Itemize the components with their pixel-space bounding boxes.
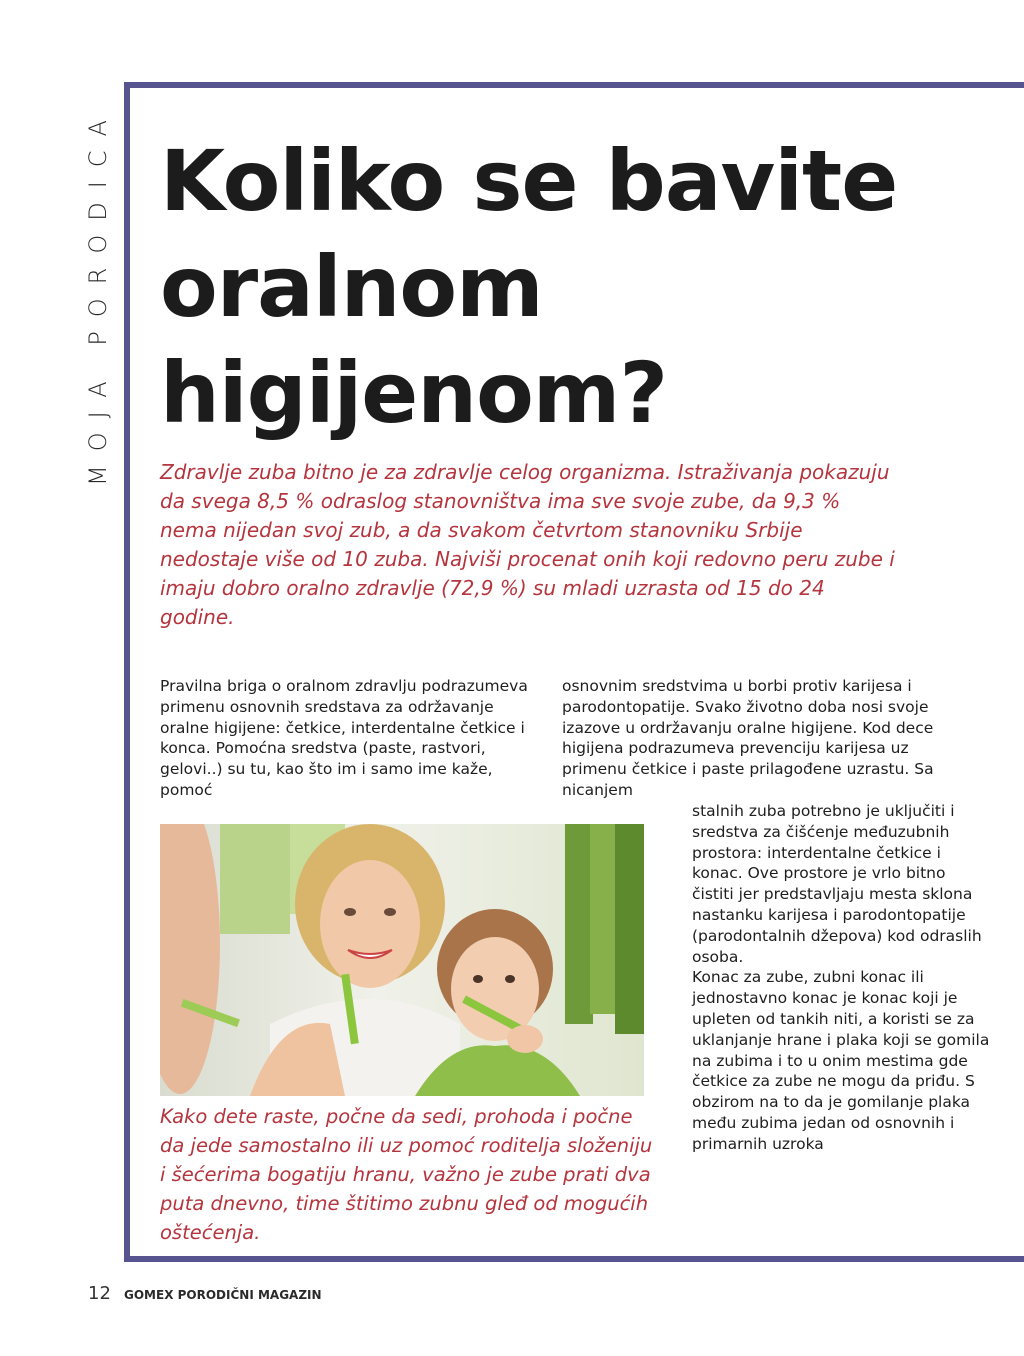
- body-column-1: Pravilna briga o oralnom zdravlju podrazumeva primenu osnovnih sredstava za održavanje oralne higijene: četkice, interdentalne četkice i konca. Pomoćna sredstva (paste, rastvori, gelovi..) su tu, kao što im i samo ime kaže, pomoć: [160, 677, 528, 799]
- mother-child-brushing-teeth-photo: [160, 824, 644, 1096]
- body-column-2: osnovnim sredstvima u borbi protiv karijesa i parodontopatije. Svako životno doba nosi svoje izazove u ordržavanju oralne higijene. Kod dece higijena podrazumeva prevenciju karijesa uz primenu četkice i paste prilagođene uzrastu. Sa nicanjem: [562, 677, 934, 799]
- body-column-3: stalnih zuba potrebno je uključiti i sredstva za čišćenje međuzubnih prostora: interdentalne četkice i konac. Ove prostore je vrlo bitno čistiti jer predstavljaju mesta sklona nastanku karijesa i parodontopatije (parodontalnih džepova) kod odraslih osoba. Konac za zube, zubni konac ili jednostavno konac je konac koji je upleten od tankih niti, a koristi se za uklanjanje hrane i plaka koji se gomila na zubima i to u onim mestima gde četkice za zube ne mogu da priđu. S obzirom na to da je gomilanje plaka među zubima jedan od osnovnih i primarnih uzroka: [692, 802, 990, 1153]
- photo-caption: Kako dete raste, počne da sedi, prohoda i počne da jede samostalno ili uz pomoć roditelja složeniju i šećerima bogatiju hranu, važno je zube prati dva puta dnevno, time štitimo zubnu gleđ od mogućih oštećenja.: [160, 1105, 653, 1244]
- page-number: 12: [88, 1283, 111, 1304]
- page-title: Koliko se bavite oralnom higijenom?: [160, 132, 898, 442]
- page-footer: [88, 1283, 322, 1304]
- magazine-name: GOMEX PORODIČNI MAGAZIN: [124, 1288, 322, 1302]
- frame-left-border: [124, 82, 130, 1262]
- lead-paragraph: Zdravlje zuba bitno je za zdravlje celog organizma. Istraživanja pokazuju da svega 8,5 % odraslog stanovništva ima sve svoje zube, da 9,3 % nema nijedan svoj zub, a da svakom četvrtom stanovniku Srbije nedostaje više od 10 zuba. Najviši procenat onih koji redovno peru zube i imaju dobro oralno zdravlje (72,9 %) su mladi uzrasta od 15 do 24 godine.: [160, 460, 895, 629]
- frame-bottom-border: [124, 1256, 1024, 1262]
- frame-top-border: [124, 82, 1024, 88]
- section-label: MOJA PORODICA: [84, 106, 112, 486]
